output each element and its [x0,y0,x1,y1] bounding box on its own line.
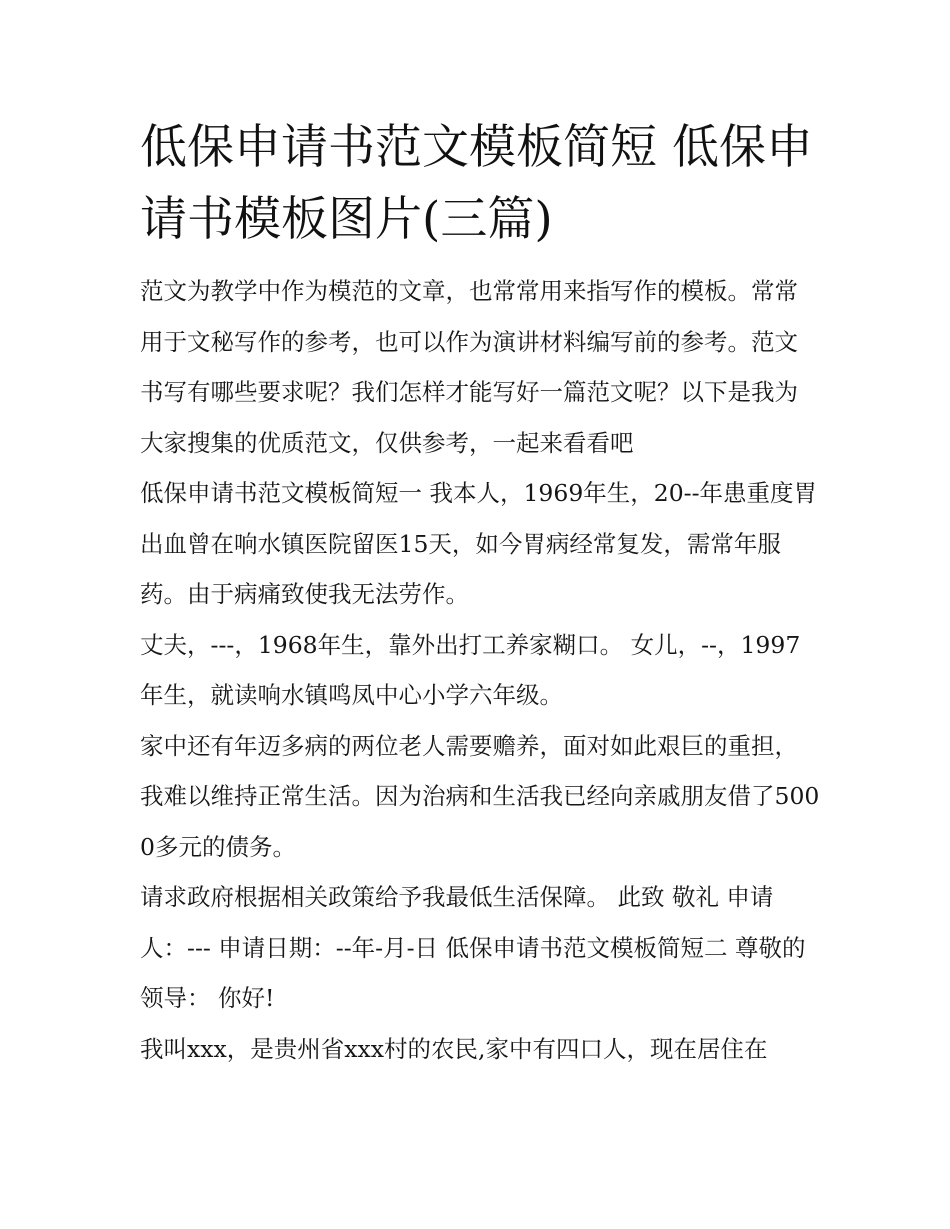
paragraph-family-members: 丈夫，---，1968年生，靠外出打工养家糊口。 女儿，--，1997年生，就读响水镇鸣凤中心小学六年级。 [140,630,801,709]
paragraph-request: 请求政府根据相关政策给予我最低生活保障。 此致 敬礼 申请人：--- 申请日期：--年-月-日 低保申请书范文模板简短二 尊敬的领导： 你好! [140,883,806,1012]
paragraph-intro: 范文为教学中作为模范的文章，也常常用来指写作的模板。常常用于文秘写作的参考，也可以作为演讲材料编写前的参考。范文书写有哪些要求呢？我们怎样才能写好一篇范文呢？以下是我为大家搜集的优质范文，仅供参考，一起来看看吧 [140,277,798,457]
paragraph-sample-one: 低保申请书范文模板简短一 我本人，1969年生，20--年患重度胃出血曾在响水镇医院留医15天，如今胃病经常复发，需常年服药。由于病痛致使我无法劳作。 [140,479,818,608]
document-title: 低保申请书范文模板简短 低保申请书模板图片(三篇) [140,120,813,247]
paragraph-hardship: 家中还有年迈多病的两位老人需要赡养，面对如此艰巨的重担，我难以维持正常生活。因为治病和生活我已经向亲戚朋友借了5000多元的债务。 [140,731,820,861]
document-content [140,112,820,1074]
paragraph-sample-two: 我叫xxx，是贵州省xxx村的农民,家中有四口人，现在居住在 [140,1034,768,1063]
document-body [140,266,820,1074]
